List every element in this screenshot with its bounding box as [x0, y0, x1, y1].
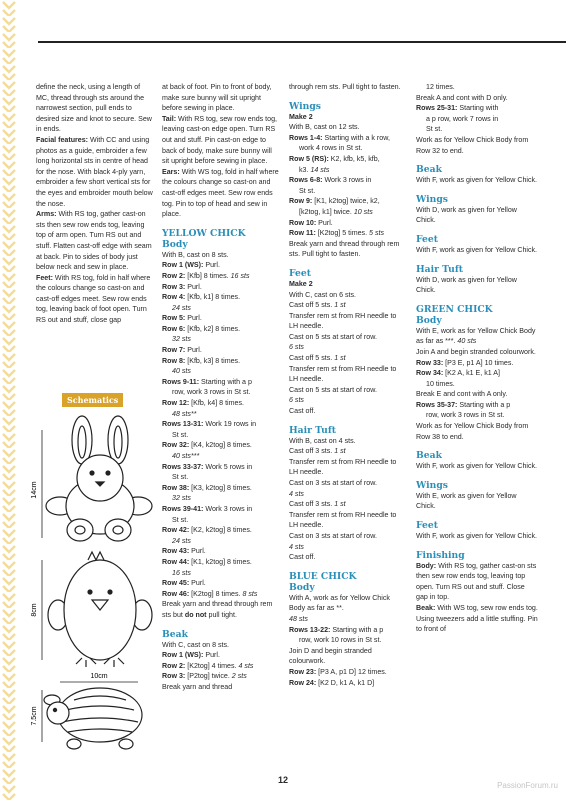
- section-heading-hair-tuft: Hair Tuft: [289, 424, 337, 436]
- make-count: Make 2: [289, 112, 313, 121]
- section-heading-yellow-chick: YELLOW CHICK: [162, 227, 246, 239]
- row-instruction: Row 4: [Kfb, k1] 8 times.: [162, 293, 241, 302]
- arms-paragraph: Arms: With RS tog, gather cast-on sts then sew row ends tog, leaving top of arm open. Turn RS out and stuff. Flatten cast-off edge with seam at back. Pin to sides of body just below neck and sew in place.: [36, 210, 152, 272]
- row-instruction: Row 44: [K1, k2tog] 8 times.: [162, 557, 252, 566]
- instruction: With B, cast on 4 sts.: [289, 436, 356, 445]
- stitch-count: 48 sts**: [172, 409, 197, 418]
- dimension-label-bunny: 14cm: [31, 481, 38, 499]
- row-instruction-cont: St st.: [426, 125, 443, 134]
- chick-schematic: [48, 552, 152, 667]
- row-instruction: Row 11: [K2tog] 5 times. 5 sts: [289, 229, 385, 238]
- instruction: With F, work as given for Yellow Chick.: [416, 245, 538, 254]
- stitch-count: 48 sts: [289, 614, 308, 623]
- sub-heading-body: Body: [162, 238, 188, 250]
- feet-paragraph: Feet: With RS tog, fold in half where the colours change so cast-on and cast-off edges meet. Sew row ends tog, leaving back of foot open. Turn RS out and stuff, close gap: [36, 273, 151, 325]
- row-instruction: Row 12: [Kfb, k4] 8 times.: [162, 399, 245, 408]
- row-instruction-cont: St st.: [172, 430, 189, 439]
- sub-heading-body: Body: [416, 314, 442, 326]
- row-instruction: Row 46: [K2tog] 8 times. 8 sts: [162, 589, 258, 598]
- stitch-count: 4 sts: [289, 542, 304, 551]
- instruction: Break yarn and thread through rem sts. Pull tight to fasten.: [289, 239, 400, 259]
- section-heading-beak: Beak: [416, 164, 442, 176]
- instruction: Cast on 5 sts at start of row.: [289, 332, 377, 341]
- row-instruction-cont: [k2tog, k1] twice. 10 sts: [299, 207, 373, 216]
- column-4: [416, 82, 538, 635]
- row-instruction-cont: a p row, work 7 rows in: [426, 114, 499, 123]
- instruction: Break A and cont with D only.: [416, 93, 508, 102]
- make-count: Make 2: [289, 279, 313, 288]
- ears-paragraph: Ears: With WS tog, fold in half where the colours change so cast-on and cast-off edges meet. Sew row ends tog. Pin to top of head and sew in place.: [162, 167, 279, 219]
- paragraph: at back of foot. Pin to front of body, make sure bunny will sit upright before sewing in place.: [162, 83, 272, 113]
- watermark: PassionForum.ru: [497, 781, 558, 790]
- stitch-count: 6 sts: [289, 396, 304, 405]
- top-rule: [38, 41, 566, 43]
- animal-schematic: [44, 688, 142, 749]
- instruction: Cast off 3 sts. 1 st: [289, 447, 346, 456]
- dimension-label-body: 7.5cm: [31, 706, 38, 726]
- paragraph: define the neck, using a length of MC, thread through sts around the narrowest section, pull ends to desired size and knot to secure. Sew in ends.: [36, 83, 152, 134]
- dimension-label-chick: 8cm: [31, 603, 38, 617]
- stitch-count: 16 sts: [172, 568, 191, 577]
- column-2: [162, 82, 280, 692]
- column-1: [36, 82, 154, 326]
- row-instruction: Row 2: [Kfb] 8 times. 16 sts: [162, 271, 250, 280]
- row-instruction: Rows 13-31: Work 19 rows in: [162, 420, 257, 429]
- instruction: Cast off.: [289, 407, 316, 416]
- row-instruction-cont: row, work 3 rows in St st.: [172, 388, 251, 397]
- row-instruction: Row 5 (RS): K2, kfb, k5, kfb,: [289, 154, 380, 163]
- instruction: Cast on 3 sts at start of row.: [289, 479, 377, 487]
- row-instruction: Row 23: [P3 A, p1 D] 12 times.: [289, 667, 387, 676]
- row-instruction-cont: 10 times.: [426, 379, 455, 388]
- section-heading-green-chick: GREEN CHICK: [416, 303, 493, 315]
- chevron-pattern: [0, 0, 18, 800]
- row-instruction: Row 1 (WS): Purl.: [162, 261, 220, 270]
- row-instruction: Rows 6-8: Work 3 rows in: [289, 176, 372, 185]
- instruction: With A, work as for Yellow Chick Body as far as **.: [289, 593, 390, 613]
- section-heading-beak: Beak: [416, 450, 442, 462]
- row-instruction: Row 8: [Kfb, k3] 8 times.: [162, 356, 241, 365]
- finishing-body-paragraph: Body: With RS tog, gather cast-on sts then sew row ends tog, leaving top open. Turn RS out and stuff. Close gap in top.: [416, 561, 537, 602]
- row-instruction: Rows 1-4: Starting with a k row,: [289, 133, 390, 142]
- finishing-beak-paragraph: Beak: With WS tog, sew row ends tog. Using tweezers add a little stuffing. Pin to front of: [416, 604, 538, 634]
- section-heading-blue-chick: BLUE CHICK: [289, 570, 357, 582]
- tail-paragraph: Tail: With RS tog, sew row ends tog, leaving cast-on edge open. Turn RS out and stuff. Pin cast-on edge to back of body, make sure bunny will sit upright before sewing in place.: [162, 114, 277, 166]
- stitch-count: 4 sts: [289, 489, 304, 498]
- paragraph: through rem sts. Pull tight to fasten.: [289, 83, 401, 91]
- instruction: Transfer rem st from RH needle to LH needle.: [289, 510, 397, 530]
- instruction: Join A and begin stranded colourwork.: [416, 347, 536, 356]
- instruction: Transfer rem st from RH needle to LH needle.: [289, 457, 397, 477]
- row-instruction: Rows 33-37: Work 5 rows in: [162, 462, 253, 471]
- row-instruction: Row 45: Purl.: [162, 579, 206, 588]
- row-instruction: Rows 35-37: Starting with a p: [416, 400, 511, 409]
- row-instruction: Row 9: [K1, k2tog] twice, k2,: [289, 197, 380, 206]
- instruction: With C, cast on 6 sts.: [289, 290, 357, 299]
- row-instruction: Row 10: Purl.: [289, 218, 333, 227]
- stitch-count: 32 sts: [172, 494, 191, 503]
- instruction: With F, work as given for Yellow Chick.: [416, 176, 538, 185]
- sub-heading-body: Body: [289, 581, 315, 593]
- instruction: Join D and begin stranded colourwork.: [289, 646, 372, 666]
- row-instruction-cont: row, work 10 rows in St st.: [299, 636, 382, 645]
- dimension-label-width: 10cm: [90, 673, 108, 680]
- row-instruction: Row 24: [K2 D, k1 A, k1 D]: [289, 678, 375, 687]
- row-instruction: Row 38: [K3, k2tog] 8 times.: [162, 483, 252, 492]
- row-instruction: Rows 9-11: Starting with a p: [162, 377, 252, 386]
- section-heading-finishing: Finishing: [416, 549, 465, 561]
- instruction: Cast on 3 sts at start of row.: [289, 531, 377, 540]
- row-instruction: Rows 25-31: Starting with: [416, 104, 499, 113]
- bunny-schematic: [46, 416, 152, 541]
- instruction: Break E and cont with A only.: [416, 390, 508, 399]
- instruction: Transfer rem st from RH needle to LH needle.: [289, 364, 397, 384]
- row-instruction-cont: St st.: [172, 515, 189, 524]
- instruction: With C, cast on 8 sts.: [162, 640, 230, 649]
- section-heading-feet: Feet: [416, 233, 438, 245]
- instruction: Cast on 5 sts at start of row.: [289, 385, 377, 394]
- instruction: With D, work as given for Yellow Chick.: [416, 275, 517, 295]
- stitch-count: 6 sts: [289, 343, 304, 352]
- row-instruction: Row 2: [K2tog] 4 times. 4 sts: [162, 661, 254, 670]
- instruction: Transfer rem st from RH needle to LH needle.: [289, 311, 397, 331]
- row-instruction: Row 32: [K4, k2tog] 8 times.: [162, 441, 252, 450]
- row-instruction: Row 43: Purl.: [162, 547, 206, 556]
- section-heading-beak: Beak: [162, 628, 188, 640]
- row-instruction-cont: St st.: [172, 473, 189, 482]
- row-instruction: Rows 13-22: Starting with a p: [289, 625, 384, 634]
- row-instruction-cont: row, work 3 rows in St st.: [426, 411, 505, 420]
- stitch-count: 40 sts: [172, 367, 191, 376]
- instruction: With B, cast on 12 sts.: [289, 123, 360, 132]
- row-instruction: Row 5: Purl.: [162, 314, 202, 323]
- schematics-drawing: [30, 410, 160, 755]
- section-heading-wings: Wings: [289, 100, 321, 112]
- schematics-tag: Schematics: [62, 390, 123, 408]
- row-instruction: Row 34: [K2 A, k1 E, k1 A]: [416, 369, 500, 378]
- instruction: With D, work as given for Yellow Chick.: [416, 205, 517, 225]
- section-heading-wings: Wings: [416, 193, 448, 205]
- row-instruction: Row 3: Purl.: [162, 282, 202, 291]
- instruction: With E, work as for Yellow Chick Body as far as ***. 40 sts: [416, 326, 536, 346]
- row-instruction: Row 42: [K2, k2tog] 8 times.: [162, 526, 252, 535]
- section-heading-feet: Feet: [416, 520, 438, 532]
- row-instruction: Row 33: [P3 E, p1 A] 10 times.: [416, 358, 514, 367]
- row-instruction-cont: work 4 rows in St st.: [299, 144, 363, 153]
- stitch-count: 24 sts: [172, 303, 191, 312]
- instruction: Cast off 5 sts. 1 st: [289, 301, 346, 310]
- stitch-count: 40 sts***: [172, 452, 200, 460]
- column-3: [289, 82, 407, 688]
- section-heading-hair-tuft: Hair Tuft: [416, 263, 464, 275]
- section-heading-feet: Feet: [289, 267, 311, 279]
- facial-features-paragraph: Facial features: With CC and using photos as a guide, embroider a few long horizontal sts in centre of head for the nose. With black 4-ply yarn, embroider a few short vertical sts for the eyes and embroider mouth below the nose.: [36, 135, 153, 208]
- instruction: With E, work as given for Yellow Chick.: [416, 491, 517, 511]
- stitch-count: 24 sts: [172, 536, 191, 545]
- instruction: Cast off.: [289, 553, 316, 562]
- row-instruction: Row 6: [Kfb, k2] 8 times.: [162, 324, 241, 333]
- instruction: Cast off 5 sts. 1 st: [289, 354, 346, 363]
- stitch-count: 32 sts: [172, 335, 191, 344]
- row-instruction-cont: St st.: [299, 186, 316, 195]
- instruction: Break yarn and thread through rem sts but do not pull tight.: [162, 600, 273, 619]
- instruction: With B, cast on 8 sts.: [162, 250, 229, 259]
- row-instruction: Row 7: Purl.: [162, 346, 202, 355]
- row-instruction: Row 1 (WS): Purl.: [162, 651, 220, 660]
- instruction: With F, work as given for Yellow Chick.: [416, 462, 538, 471]
- page-number: 12: [277, 775, 288, 785]
- decorative-border: [0, 0, 18, 800]
- instruction: Work as for Yellow Chick Body from Row 38 to end.: [416, 422, 529, 441]
- row-instruction-cont: k3. 14 sts: [299, 165, 330, 174]
- instruction: Cast off 3 sts. 1 st: [289, 500, 346, 509]
- row-instruction: Row 3: [P2tog] twice. 2 sts: [162, 672, 247, 681]
- row-instruction-cont: 12 times.: [426, 83, 455, 91]
- instruction: With F, work as given for Yellow Chick.: [416, 532, 538, 541]
- instruction: Break yarn and thread: [162, 682, 233, 691]
- section-heading-wings: Wings: [416, 479, 448, 491]
- instruction: Work as for Yellow Chick Body from Row 32 to end.: [416, 135, 529, 155]
- row-instruction: Rows 39-41: Work 3 rows in: [162, 504, 253, 513]
